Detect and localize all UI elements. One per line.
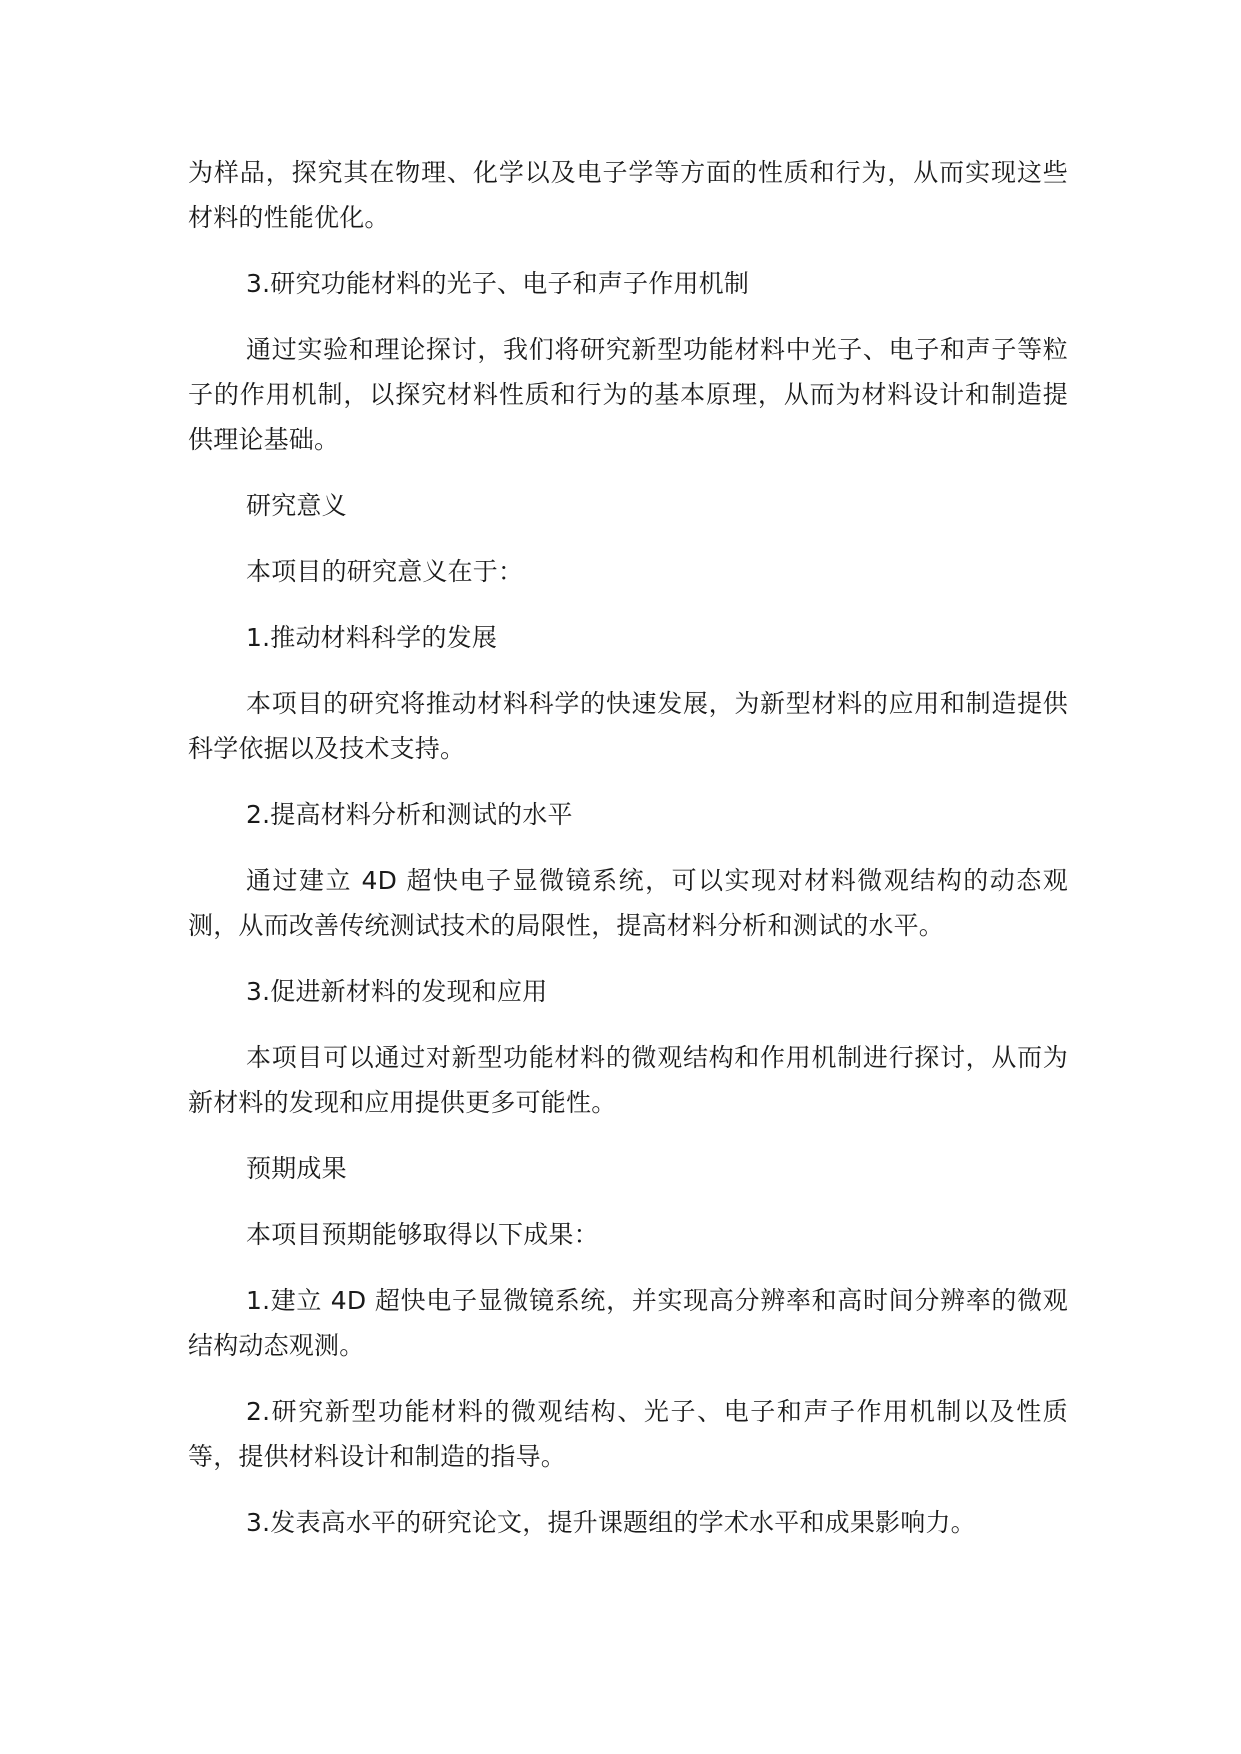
paragraph-significance-3: 本项目可以通过对新型功能材料的微观结构和作用机制进行探讨，从而为新材料的发现和应用提供更多可能性。: [188, 1043, 1068, 1117]
document-page: [188, 150, 1068, 1545]
paragraph-outcomes-intro: 本项目预期能够取得以下成果：: [246, 1220, 599, 1249]
list-item-outcome-2: 2.研究新型功能材料的微观结构、光子、电子和声子作用机制以及性质等，提供材料设计和制造的指导。: [188, 1397, 1068, 1471]
subheading-significance-3: 3.促进新材料的发现和应用: [246, 977, 548, 1006]
paragraph-mechanism: 通过实验和理论探讨，我们将研究新型功能材料中光子、电子和声子等粒子的作用机制，以探究材料性质和行为的基本原理，从而为材料设计和制造提供理论基础。: [188, 335, 1068, 454]
paragraph-significance-intro: 本项目的研究意义在于：: [246, 557, 524, 586]
paragraph-significance-1: 本项目的研究将推动材料科学的快速发展，为新型材料的应用和制造提供科学依据以及技术支持。: [188, 689, 1068, 763]
list-item-outcome-3: 3.发表高水平的研究论文，提升课题组的学术水平和成果影响力。: [246, 1508, 976, 1537]
section-heading-significance: 研究意义: [246, 491, 347, 520]
subheading-significance-2: 2.提高材料分析和测试的水平: [246, 800, 573, 829]
subheading-mechanism: 3.研究功能材料的光子、电子和声子作用机制: [246, 269, 750, 298]
paragraph-continuation: 为样品，探究其在物理、化学以及电子学等方面的性质和行为，从而实现这些材料的性能优化。: [188, 158, 1068, 232]
section-heading-outcomes: 预期成果: [246, 1154, 347, 1183]
paragraph-significance-2: 通过建立 4D 超快电子显微镜系统，可以实现对材料微观结构的动态观测，从而改善传统测试技术的局限性，提高材料分析和测试的水平。: [188, 866, 1068, 940]
subheading-significance-1: 1.推动材料科学的发展: [246, 623, 498, 652]
list-item-outcome-1: 1.建立 4D 超快电子显微镜系统，并实现高分辨率和高时间分辨率的微观结构动态观测。: [188, 1286, 1068, 1360]
